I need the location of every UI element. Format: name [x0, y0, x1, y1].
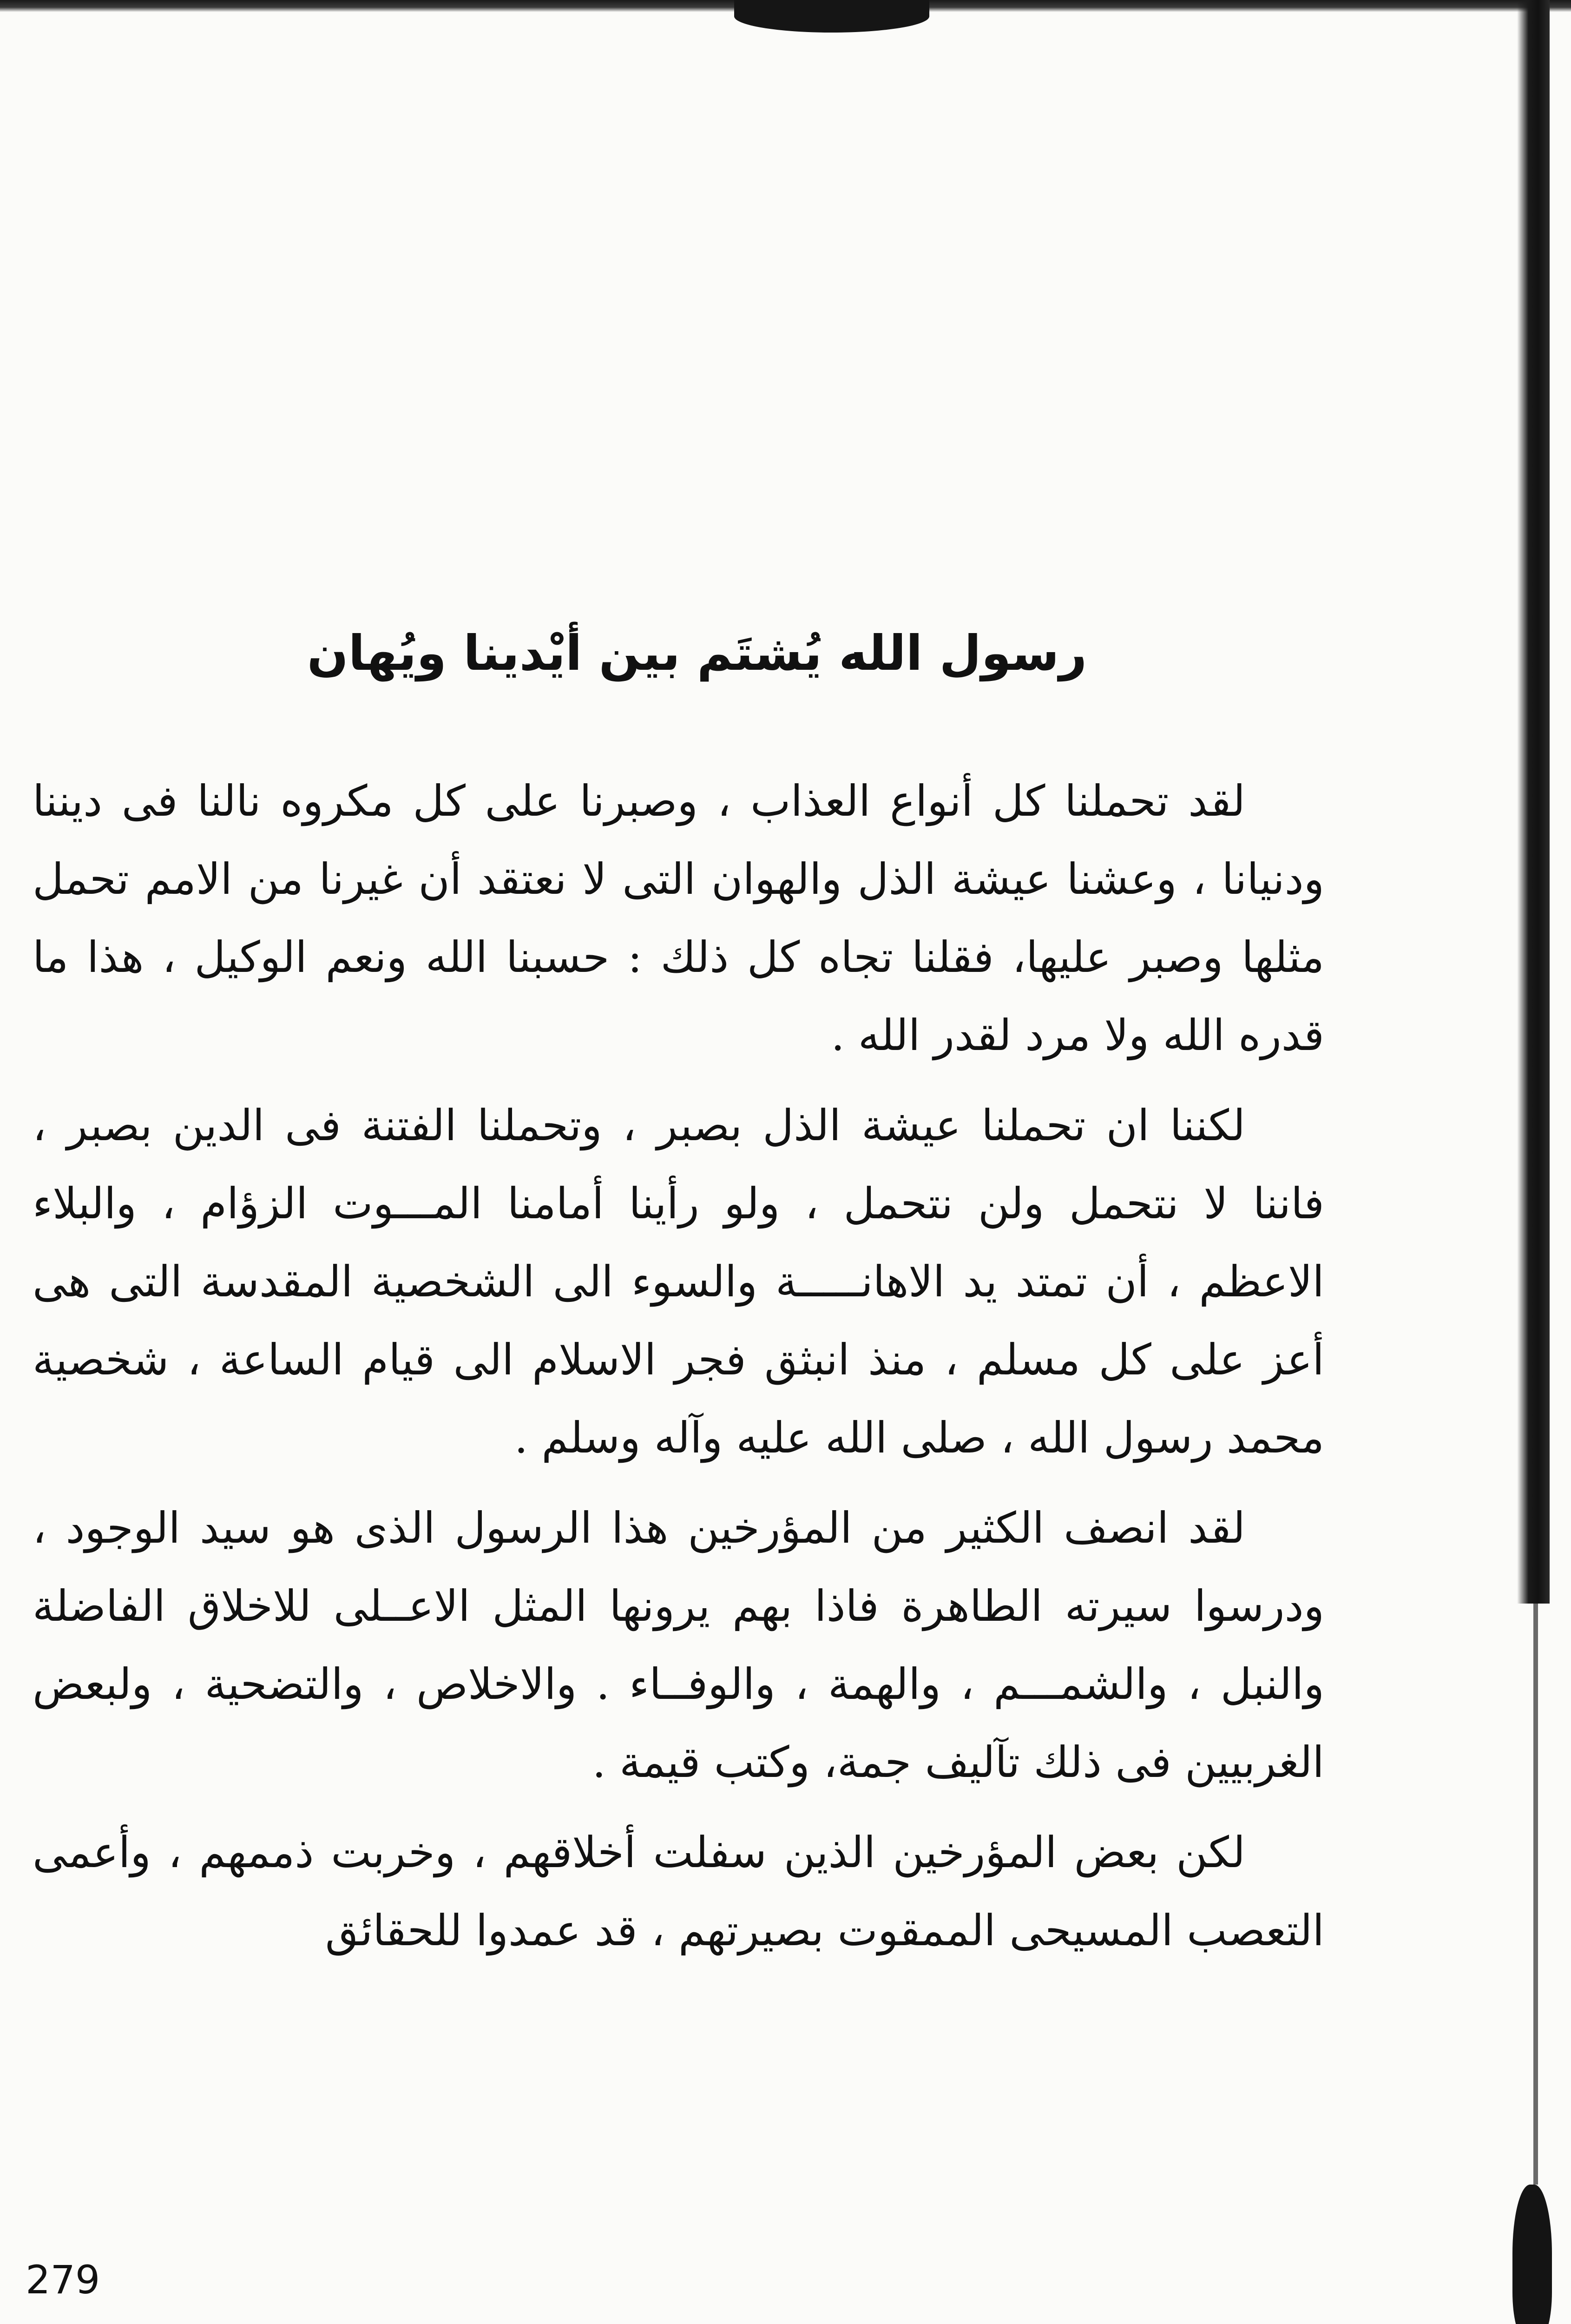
body-text — [33, 762, 1324, 1970]
chapter-title: رسول الله يُشتَم بين أيْدينا ويُهان — [307, 625, 1087, 681]
paragraph-3: لقد انصف الكثير من المؤرخين هذا الرسول الذى هو سيد الوجود ، ودرسوا سيرته الطاهرة فاذا بهم يرونها المثل الاعــلى للاخلاق الفاضلة والنبل ، والشمـــم ، والهمة ، والوفــاء . والاخلاص ، والتضحية ، ولبعض الغربيين فى ذلك تآليف جمة، وكتب قيمة . — [33, 1503, 1324, 1787]
paragraph-1: لقد تحملنا كل أنواع العذاب ، وصبرنا على كل مكروه نالنا فى ديننا ودنيانا ، وعشنا عيشة الذل والهوان التى لا نعتقد أن غيرنا من الامم تحمل مثلها وصبر عليها، فقلنا تجاه كل ذلك : حسبنا الله ونعم الوكيل ، هذا ما قدره الله ولا مرد لقدر الله . — [33, 776, 1324, 1060]
page-number: 279 — [26, 2257, 100, 2303]
scan-edge-right — [1517, 0, 1550, 1604]
paragraph-4: لكن بعض المؤرخين الذين سفلت أخلاقهم ، وخربت ذممهم ، وأعمى التعصب المسيحى الممقوت بصيرتهم ، قد عمدوا للحقائق — [33, 1828, 1324, 1955]
paragraph-2: لكننا ان تحملنا عيشة الذل بصبر ، وتحملنا الفتنة فى الدين بصبر ، فاننا لا نتحمل ولن نتحمل ، ولو رأينا أمامنا المـــوت الزؤام ، والبلاء الاعظم ، أن تمتد يد الاهانـــــة والسوء الى الشخصية المقدسة التى هى أعز على كل مسلم ، منذ انبثق فجر الاسلام الى قيام الساعة ، شخصية محمد رسول الله ، صلى الله عليه وآله وسلم . — [33, 1101, 1324, 1463]
scan-edge-right-lower — [1512, 2185, 1552, 2324]
scan-edge-top-blob — [734, 0, 929, 33]
scan-edge-right-thin — [1533, 1604, 1538, 2185]
